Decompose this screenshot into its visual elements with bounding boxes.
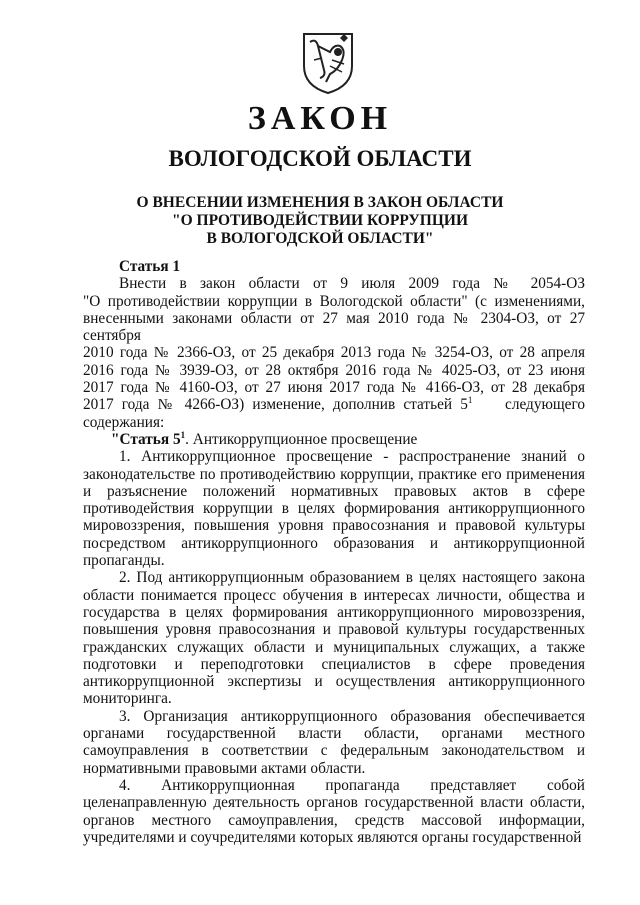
article-intro bbox=[83, 379, 585, 396]
intro-line: внесенными законами области от 27 мая 2010 года № 2304-ОЗ, от 27 сентября bbox=[83, 309, 585, 345]
paragraph-4: 4. Антикоррупционная пропаганда представляет собой целенаправленную деятельность органов государственной власти области, органов местного самоуправления, средств массовой информации, учредителями и соучредителями которых являются органы государственной bbox=[83, 776, 585, 846]
superscript: 1 bbox=[180, 429, 186, 440]
new-article-label: "Статья 5 bbox=[111, 430, 181, 448]
article-heading: Статья 1 bbox=[119, 258, 181, 275]
paragraph-1: 1. Антикоррупционное просвещение - распространение знаний о законодательстве по противодействию коррупции, практике его применения и разъяснение положений нормативных правовых актов в сфере противодействия коррупции в целях формирования антикоррупционного мировоззрения, повышения уровня правосознания и правовой культуры посредством антикоррупционного образования и антикоррупционной пропаганды. bbox=[83, 448, 585, 570]
article-intro bbox=[83, 344, 585, 361]
subtitle-line: "О ПРОТИВОДЕЙСТВИИ КОРРУПЦИИ bbox=[171, 212, 469, 229]
new-article-title: . Антикоррупционное просвещение bbox=[185, 430, 418, 448]
intro-line: следующего bbox=[505, 396, 586, 414]
law-title: ЗАКОН bbox=[247, 100, 393, 137]
article-intro bbox=[83, 275, 585, 292]
intro-line: 2016 года № 3939-ОЗ, от 28 октября 2016 года № 4025-ОЗ, от 23 июня bbox=[83, 361, 585, 379]
article-intro bbox=[83, 414, 585, 431]
law-body bbox=[83, 258, 585, 846]
coat-of-arms-icon bbox=[300, 30, 356, 96]
superscript: 1 bbox=[467, 395, 473, 406]
subtitle-line: В ВОЛОГОДСКОЙ ОБЛАСТИ" bbox=[206, 230, 434, 247]
article-intro bbox=[83, 362, 585, 379]
new-article-heading bbox=[83, 431, 585, 448]
paragraph-3: 3. Организация антикоррупционного образования обеспечивается органами государственной власти области, органами местного самоуправления в соответствии с федеральным законодательством и нормативными правовыми актами области. bbox=[83, 707, 585, 777]
article-intro bbox=[83, 293, 585, 310]
intro-line: Внести в закон области от 9 июля 2009 года № 2054-ОЗ bbox=[119, 275, 585, 293]
paragraph-2: 2. Под антикоррупционным образованием в целях настоящего закона области понимается процесс обучения в интересах личности, общества и государства в целях формирования антикоррупционного мировоззрения, повышения уровня правосознания и правовой культуры государственных гражданских служащих области и муниципальных служащих, а также подготовки и переподготовки специалистов в сфере проведения антикоррупционной экспертизы и осуществления антикоррупционного мониторинга. bbox=[83, 569, 585, 708]
article-intro bbox=[83, 310, 585, 345]
intro-line: 2017 года № 4266-ОЗ) изменение, дополнив статьей 5 bbox=[83, 396, 468, 414]
intro-line: 2017 года № 4160-ОЗ, от 27 июня 2017 года № 4166-ОЗ, от 28 декабря bbox=[83, 379, 585, 397]
intro-line: 2010 года № 2366-ОЗ, от 25 декабря 2013 года № 3254-ОЗ, от 28 апреля bbox=[83, 344, 585, 362]
law-subtitle bbox=[0, 194, 640, 248]
subtitle-line: О ВНЕСЕНИИ ИЗМЕНЕНИЯ В ЗАКОН ОБЛАСТИ bbox=[136, 194, 504, 211]
region-title: ВОЛОГОДСКОЙ ОБЛАСТИ bbox=[168, 146, 472, 171]
article-intro bbox=[83, 396, 585, 413]
intro-line: "О противодействии коррупции в Вологодской области" (с изменениями, bbox=[83, 292, 585, 310]
intro-line: содержания: bbox=[83, 413, 165, 431]
